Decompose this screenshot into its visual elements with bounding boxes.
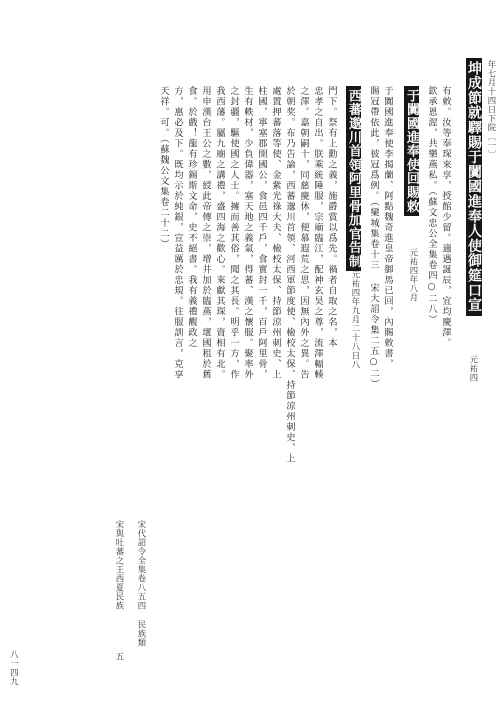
doc-title: 坤成節就驛賜于闐國進奉人使御筵口宣 [466, 58, 482, 316]
seq-number: 元祐四年八月 [409, 248, 419, 302]
body-line: 之封疆，驅使國之人士。擁而善其俗，聞之其長。明乎一方，作 [228, 86, 239, 380]
body-line: 之澤。嘉朝嗣十，同慈慶休，便慕遐荒之思，因無內外之異。告 [298, 86, 309, 380]
body-line: 於朝奖。布乃告論，西蕃邈川首領、河西軍節度使、檢校太保、持節涼州刺史、上 [284, 86, 295, 464]
footer-category: 民族類 [137, 620, 147, 647]
body-line: 天祥。可。（蘇魏公文集卷二十二） [158, 86, 169, 250]
body-line: 處置押蕃落等使、金紫光祿大夫、檢校太保、持節涼州刺史、上 [270, 86, 281, 380]
page-number: 五 [115, 652, 125, 661]
body-line: 門下。祭有上勳之義，施爵賞以爲先。禍者自取之名，本 [326, 86, 337, 349]
body-line: 柱國，寧塞郡開國公，食邑四千戶，食實封一千，百戶阿里骨， [256, 86, 267, 380]
page-number: 八一四九 [9, 650, 20, 686]
date-note: 元祐四年九月二十八日 [351, 270, 361, 360]
body-line: 忠孝之自出。朕乘統陲服，宗廟臨江，配神玄昊之尊，流澤輻輳 [312, 86, 323, 380]
body-line: 有敕。汝等奉琛來享，授館少留。適遇誕辰，宜均慶澤。 [440, 86, 451, 349]
body-line: 賜冠帶依此，彼冠爲例。（欒城集卷十三 宋大詔令集二五○二） [368, 86, 379, 390]
body-line: 欽承恩渥，共樂燕私。（蘇文忠公全集卷四○二八） [426, 86, 437, 325]
footer-collection: 宋代詔令全集卷八五四 [137, 520, 147, 610]
body-line: 于闐國進奉使李揭蘭、阿點魏奇進皇帝御馬已回，內賜敕書， [382, 86, 393, 370]
footer-subcategory: 宋與吐蕃之王西夏民族 [115, 520, 125, 610]
body-line: 用申漢台王公之數，綬此帝傳之崇，增井加於臨燕，壞國租於舊 [200, 86, 211, 380]
doc-title: 西蕃邈川首領阿里骨加官告制 [346, 86, 361, 271]
seq-number: 元祐四 [469, 355, 479, 382]
body-line: 我西藩。屬九廟之講禮，盛四海之歡心。來獻其琛，資相有北。 [214, 86, 225, 380]
body-line: 生有軼材，少負偉器，塞天地之義氣，得蕃、漢之懷服。聚率外 [242, 86, 253, 380]
seq-number: 八 [351, 360, 361, 369]
body-line: 食。於戲！龍有珍錫斯文命，史不絕書。我有義禮觀政之 [186, 86, 197, 349]
date-note: 年七月十四日下院〔一〕 [487, 60, 497, 159]
body-line: 方，惠必及下。既均示於純銀，宣益厲於忠規。往服訓言，克享 [172, 86, 183, 380]
doc-title: 于闐國進奉使回賜敕 [404, 86, 419, 216]
